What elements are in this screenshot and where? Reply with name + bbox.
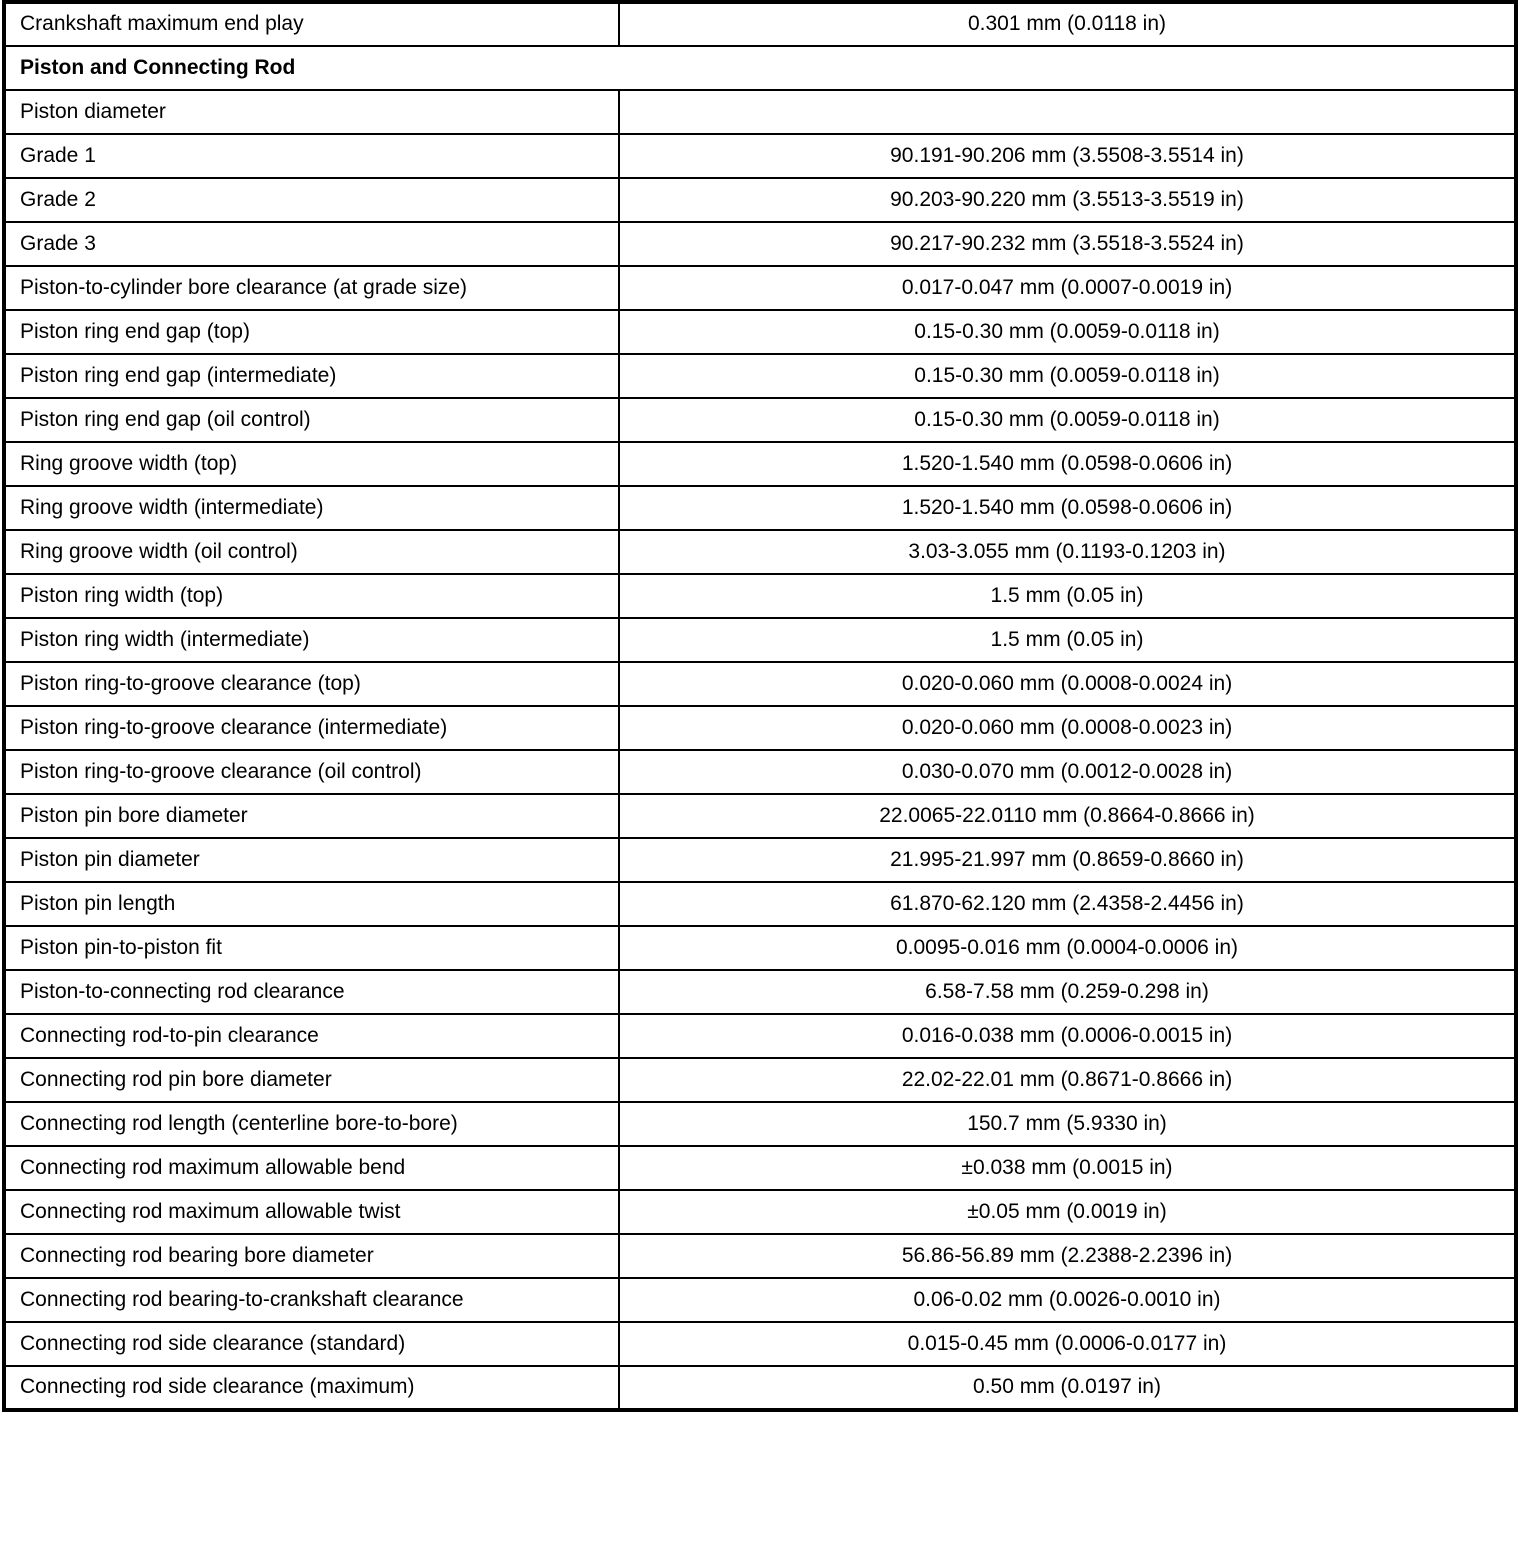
table-row (4, 530, 1516, 574)
spec-label-cell: Piston pin diameter (4, 838, 619, 882)
spec-label-cell: Piston diameter (4, 90, 619, 134)
spec-label-cell: Piston pin length (4, 882, 619, 926)
table-row (4, 838, 1516, 882)
spec-label-cell: Piston-to-connecting rod clearance (4, 970, 619, 1014)
spec-value-cell: 1.5 mm (0.05 in) (619, 574, 1516, 618)
spec-value-cell: 0.020-0.060 mm (0.0008-0.0024 in) (619, 662, 1516, 706)
spec-label-cell: Piston-to-cylinder bore clearance (at grade size) (4, 266, 619, 310)
spec-value-cell: 6.58-7.58 mm (0.259-0.298 in) (619, 970, 1516, 1014)
spec-label-cell: Crankshaft maximum end play (4, 2, 619, 46)
spec-value-cell: 0.0095-0.016 mm (0.0004-0.0006 in) (619, 926, 1516, 970)
spec-value-cell: 1.520-1.540 mm (0.0598-0.0606 in) (619, 486, 1516, 530)
spec-value-cell: 0.015-0.45 mm (0.0006-0.0177 in) (619, 1322, 1516, 1366)
spec-label-cell: Piston pin bore diameter (4, 794, 619, 838)
spec-label-cell: Piston ring width (top) (4, 574, 619, 618)
spec-value-cell: 0.50 mm (0.0197 in) (619, 1366, 1516, 1410)
spec-value-cell: 61.870-62.120 mm (2.4358-2.4456 in) (619, 882, 1516, 926)
spec-value-cell: 90.203-90.220 mm (3.5513-3.5519 in) (619, 178, 1516, 222)
spec-value-cell: ±0.05 mm (0.0019 in) (619, 1190, 1516, 1234)
table-row (4, 486, 1516, 530)
spec-value-cell: 1.520-1.540 mm (0.0598-0.0606 in) (619, 442, 1516, 486)
spec-label-cell: Piston ring end gap (oil control) (4, 398, 619, 442)
table-row (4, 310, 1516, 354)
table-row (4, 926, 1516, 970)
spec-label-cell: Piston ring-to-groove clearance (oil control) (4, 750, 619, 794)
table-row (4, 706, 1516, 750)
spec-label-cell: Grade 1 (4, 134, 619, 178)
spec-label-cell: Piston ring-to-groove clearance (top) (4, 662, 619, 706)
spec-value-cell (619, 90, 1516, 134)
table-row (4, 1366, 1516, 1410)
table-row (4, 398, 1516, 442)
spec-value-cell: ±0.038 mm (0.0015 in) (619, 1146, 1516, 1190)
table-row (4, 970, 1516, 1014)
spec-label-cell: Piston ring-to-groove clearance (intermediate) (4, 706, 619, 750)
spec-label-cell: Connecting rod maximum allowable bend (4, 1146, 619, 1190)
spec-value-cell: 0.017-0.047 mm (0.0007-0.0019 in) (619, 266, 1516, 310)
spec-value-cell: 0.15-0.30 mm (0.0059-0.0118 in) (619, 310, 1516, 354)
table-row (4, 662, 1516, 706)
spec-label-cell: Grade 3 (4, 222, 619, 266)
table-row (4, 354, 1516, 398)
engine-specifications-table (2, 0, 1518, 1412)
spec-value-cell: 150.7 mm (5.9330 in) (619, 1102, 1516, 1146)
table-row (4, 574, 1516, 618)
table-row (4, 266, 1516, 310)
spec-value-cell: 90.217-90.232 mm (3.5518-3.5524 in) (619, 222, 1516, 266)
spec-label-cell: Grade 2 (4, 178, 619, 222)
table-row (4, 1058, 1516, 1102)
table-row (4, 1278, 1516, 1322)
spec-label-cell: Piston ring end gap (intermediate) (4, 354, 619, 398)
table-row (4, 1190, 1516, 1234)
table-row (4, 222, 1516, 266)
table-row (4, 442, 1516, 486)
table-row (4, 750, 1516, 794)
table-row (4, 618, 1516, 662)
spec-value-cell: 90.191-90.206 mm (3.5508-3.5514 in) (619, 134, 1516, 178)
table-row (4, 2, 1516, 46)
spec-label-cell: Connecting rod-to-pin clearance (4, 1014, 619, 1058)
table-row (4, 90, 1516, 134)
table-row (4, 1146, 1516, 1190)
spec-value-cell: 0.06-0.02 mm (0.0026-0.0010 in) (619, 1278, 1516, 1322)
spec-value-cell: 21.995-21.997 mm (0.8659-0.8660 in) (619, 838, 1516, 882)
spec-value-cell: 0.15-0.30 mm (0.0059-0.0118 in) (619, 398, 1516, 442)
table-row (4, 1234, 1516, 1278)
spec-table-body (4, 2, 1516, 1410)
spec-value-cell: 0.15-0.30 mm (0.0059-0.0118 in) (619, 354, 1516, 398)
table-row (4, 794, 1516, 838)
spec-label-cell: Piston pin-to-piston fit (4, 926, 619, 970)
table-row (4, 46, 1516, 90)
spec-label-cell: Connecting rod side clearance (maximum) (4, 1366, 619, 1410)
spec-label-cell: Ring groove width (intermediate) (4, 486, 619, 530)
spec-label-cell: Connecting rod bearing bore diameter (4, 1234, 619, 1278)
spec-value-cell: 0.301 mm (0.0118 in) (619, 2, 1516, 46)
spec-label-cell: Ring groove width (oil control) (4, 530, 619, 574)
spec-value-cell: 3.03-3.055 mm (0.1193-0.1203 in) (619, 530, 1516, 574)
table-row (4, 1014, 1516, 1058)
spec-label-cell: Connecting rod length (centerline bore-to-bore) (4, 1102, 619, 1146)
table-row (4, 1102, 1516, 1146)
table-row (4, 134, 1516, 178)
spec-label-cell: Piston ring end gap (top) (4, 310, 619, 354)
spec-value-cell: 0.030-0.070 mm (0.0012-0.0028 in) (619, 750, 1516, 794)
spec-value-cell: 22.0065-22.0110 mm (0.8664-0.8666 in) (619, 794, 1516, 838)
spec-label-cell: Connecting rod maximum allowable twist (4, 1190, 619, 1234)
spec-label-cell: Piston ring width (intermediate) (4, 618, 619, 662)
spec-value-cell: 56.86-56.89 mm (2.2388-2.2396 in) (619, 1234, 1516, 1278)
table-row (4, 178, 1516, 222)
section-header-cell: Piston and Connecting Rod (4, 46, 1516, 90)
spec-value-cell: 1.5 mm (0.05 in) (619, 618, 1516, 662)
spec-label-cell: Connecting rod bearing-to-crankshaft clearance (4, 1278, 619, 1322)
spec-label-cell: Connecting rod side clearance (standard) (4, 1322, 619, 1366)
table-row (4, 1322, 1516, 1366)
spec-value-cell: 0.020-0.060 mm (0.0008-0.0023 in) (619, 706, 1516, 750)
spec-label-cell: Connecting rod pin bore diameter (4, 1058, 619, 1102)
spec-value-cell: 0.016-0.038 mm (0.0006-0.0015 in) (619, 1014, 1516, 1058)
spec-label-cell: Ring groove width (top) (4, 442, 619, 486)
spec-value-cell: 22.02-22.01 mm (0.8671-0.8666 in) (619, 1058, 1516, 1102)
table-row (4, 882, 1516, 926)
